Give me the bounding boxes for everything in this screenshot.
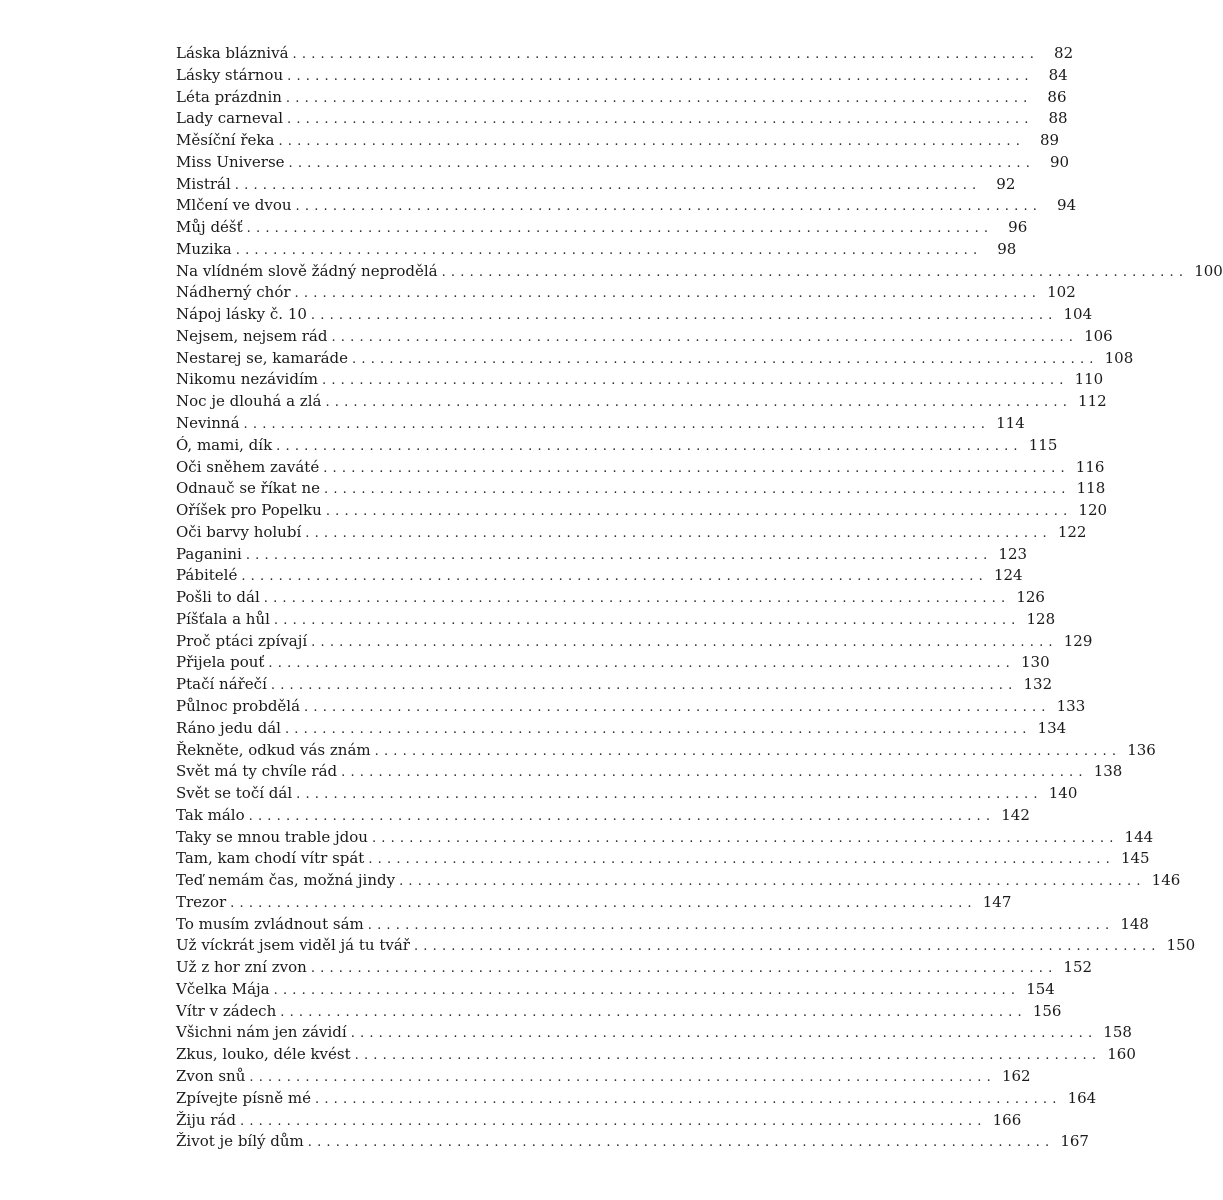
toc-entry (176, 652, 1050, 674)
dot-leader: ................................................................................ (280, 1004, 1027, 1020)
toc-entry-title: Všichni nám jen závidí (176, 1023, 347, 1042)
toc-entry-page-number: 114 (996, 414, 1025, 433)
toc-entry-page-number: 118 (1076, 479, 1106, 498)
toc-entry-title: To musím zvládnout sám (176, 914, 364, 933)
toc-entry (176, 870, 1181, 892)
toc-entry-page-number: 115 (1028, 435, 1058, 454)
toc-entry (176, 979, 1055, 1001)
toc-entry-page-number: 84 (1048, 65, 1068, 84)
toc-entry (176, 500, 1108, 522)
dot-leader: ................................................................................ (234, 177, 982, 193)
toc-entry (176, 1110, 1022, 1132)
toc-entry-title: Přijela pouť (176, 653, 265, 672)
dot-leader: ................................................................................ (352, 351, 1099, 367)
toc-entry-page-number: 144 (1124, 827, 1154, 846)
toc-entry (176, 805, 1030, 827)
toc-entry-title: Zkus, louko, déle kvést (176, 1045, 351, 1064)
dot-leader: ................................................................................ (331, 329, 1079, 345)
toc-entry-page-number: 133 (1056, 696, 1086, 715)
toc-entry (176, 478, 1106, 500)
dot-leader: ................................................................................ (278, 134, 1026, 150)
toc-entry (176, 565, 1023, 587)
toc-entry-title: Oči barvy holubí (176, 522, 302, 541)
toc-entry (176, 152, 1070, 174)
toc-entry (176, 783, 1078, 805)
toc-entry-page-number: 145 (1120, 849, 1150, 868)
toc-entry (176, 217, 1028, 239)
dot-leader: ................................................................................ (276, 438, 1023, 454)
dot-leader: ................................................................................ (310, 961, 1058, 977)
dot-leader: ................................................................................ (374, 743, 1122, 759)
toc-entry-page-number: 147 (982, 892, 1012, 911)
dot-leader: ................................................................................ (270, 678, 1018, 694)
dot-leader: ................................................................................ (371, 830, 1119, 846)
toc-entry-title: Svět se točí dál (176, 784, 293, 803)
toc-entry (176, 65, 1068, 87)
toc-entry (176, 348, 1134, 370)
dot-leader: ................................................................................ (341, 765, 1088, 781)
toc-entry-page-number: 146 (1151, 871, 1181, 890)
dot-leader: ................................................................................ (315, 1091, 1062, 1107)
toc-entry-page-number: 82 (1054, 44, 1074, 62)
toc-entry-page-number: 140 (1048, 784, 1078, 803)
toc-entry-title: Můj déšť (176, 218, 243, 237)
dot-leader: ................................................................................ (268, 656, 1016, 672)
dot-leader: ................................................................................ (295, 199, 1043, 215)
toc-entry-title: Tam, kam chodí vítr spát (176, 849, 365, 868)
toc-entry-title: Včelka Mája (176, 979, 270, 998)
toc-entry-title: Už víckrát jsem viděl já tu tvář (176, 936, 410, 955)
toc-entry (176, 326, 1113, 348)
toc-entry (176, 914, 1149, 936)
toc-entry-title: Na vlídném slově žádný neprodělá (176, 261, 438, 280)
dot-leader: ................................................................................ (413, 939, 1161, 955)
toc-entry (176, 935, 1196, 957)
toc-entry (176, 369, 1104, 391)
toc-entry-title: Žiju rád (176, 1110, 237, 1129)
dot-leader: ................................................................................ (246, 221, 994, 237)
toc-entry-page-number: 96 (1008, 218, 1028, 237)
toc-entry-title: Měsíční řeka (176, 131, 275, 150)
dot-leader: ................................................................................ (325, 504, 1073, 520)
toc-entry-page-number: 106 (1084, 326, 1113, 345)
toc-entry (176, 130, 1060, 152)
toc-entry (176, 848, 1150, 870)
toc-entry-title: Nejsem, nejsem rád (176, 326, 328, 345)
toc-entry-page-number: 112 (1078, 392, 1107, 411)
toc-entry-page-number: 126 (1016, 588, 1045, 607)
dot-leader: ................................................................................ (245, 547, 993, 563)
toc-entry-page-number: 86 (1047, 87, 1067, 106)
dot-leader: ................................................................................ (323, 460, 1070, 476)
toc-entry-title: Lásky stárnou (176, 65, 284, 84)
toc-entry-title: Řekněte, odkud vás znám (176, 740, 371, 759)
toc-entry-title: Nádherný chór (176, 283, 291, 302)
toc-entry-page-number: 94 (1057, 196, 1077, 215)
toc-entry-title: Už z hor zní zvon (176, 958, 307, 977)
dot-leader: ................................................................................ (310, 308, 1058, 324)
toc-entry-title: Tak málo (176, 805, 245, 824)
toc-entry (176, 457, 1105, 479)
toc-entry-title: Nevinná (176, 414, 240, 433)
toc-entry-page-number: 123 (998, 544, 1028, 563)
toc-entry (176, 892, 1012, 914)
dot-leader: ................................................................................ (324, 482, 1071, 498)
toc-entry-title: Půlnoc probdělá (176, 696, 301, 715)
toc-entry-title: Vítr v zádech (176, 1001, 277, 1020)
toc-entry-page-number: 116 (1075, 457, 1105, 476)
toc-entry-page-number: 132 (1023, 675, 1053, 694)
toc-entry (176, 522, 1087, 544)
toc-entry (176, 1022, 1132, 1044)
toc-entry-title: Proč ptáci zpívají (176, 631, 308, 650)
dot-leader: ................................................................................ (354, 1048, 1102, 1064)
toc-entry-title: Odnauč se říkat ne (176, 479, 321, 498)
toc-entry-page-number: 122 (1057, 522, 1087, 541)
dot-leader: ................................................................................ (305, 525, 1052, 541)
toc-entry (176, 718, 1067, 740)
toc-entry-page-number: 134 (1037, 718, 1067, 737)
toc-entry (176, 435, 1058, 457)
toc-entry (176, 696, 1086, 718)
dot-leader: ................................................................................ (296, 787, 1043, 803)
toc-entry-title: Oříšek pro Popelku (176, 501, 322, 520)
toc-entry (176, 827, 1154, 849)
toc-entry (176, 43, 1074, 65)
dot-leader: ................................................................................ (288, 155, 1036, 171)
toc-entry-title: Nestarej se, kamaráde (176, 348, 349, 367)
dot-leader: ................................................................................ (367, 917, 1115, 933)
dot-leader: ................................................................................ (240, 1113, 987, 1129)
toc-entry (176, 261, 1223, 283)
dot-leader: ................................................................................ (287, 112, 1034, 128)
dot-leader: ................................................................................ (249, 1069, 996, 1085)
toc-entry-page-number: 90 (1050, 152, 1070, 171)
toc-entry-page-number: 100 (1194, 261, 1223, 280)
dot-leader: ................................................................................ (230, 895, 977, 911)
toc-entry-title: Ptačí nářečí (176, 675, 267, 694)
toc-entry-page-number: 120 (1078, 501, 1108, 520)
dot-leader: ................................................................................ (273, 612, 1021, 628)
toc-entry (176, 413, 1025, 435)
toc-entry-title: Paganini (176, 544, 242, 563)
toc-entry (176, 740, 1156, 762)
toc-entry-title: Píšťala a hůl (176, 609, 270, 628)
toc-entry (176, 195, 1077, 217)
toc-entry-page-number: 102 (1047, 283, 1076, 302)
toc-entry (176, 587, 1045, 609)
toc-entry-title: Taky se mnou trable jdou (176, 827, 368, 846)
toc-entry-page-number: 108 (1104, 348, 1134, 367)
dot-leader: ................................................................................ (311, 634, 1058, 650)
toc-entry-page-number: 162 (1001, 1066, 1031, 1085)
toc-entry-title: Svět má ty chvíle rád (176, 762, 338, 781)
toc-entry-title: Miss Universe (176, 152, 285, 171)
toc-entry-title: Trezor (176, 892, 227, 911)
dot-leader: ................................................................................ (292, 47, 1040, 62)
dot-leader: ................................................................................ (248, 808, 996, 824)
toc-entry (176, 1044, 1136, 1066)
toc-entry (176, 174, 1016, 196)
toc-entry-page-number: 160 (1107, 1045, 1136, 1064)
toc-entry-page-number: 136 (1127, 740, 1156, 759)
toc-entry-title: Teď nemám čas, možná jindy (176, 871, 396, 890)
toc-entry-page-number: 154 (1026, 979, 1055, 998)
toc-entry-page-number: 129 (1063, 631, 1093, 650)
toc-entry-page-number: 130 (1021, 653, 1050, 672)
toc-entry-page-number: 152 (1063, 958, 1093, 977)
toc-entry-page-number: 166 (992, 1110, 1022, 1129)
toc-entry-title: Zpívejte písně mé (176, 1088, 311, 1107)
toc-entry-page-number: 128 (1026, 609, 1056, 628)
toc-entry-title: Pošli to dál (176, 588, 260, 607)
toc-entry-title: Noc je dlouhá a zlá (176, 392, 322, 411)
toc-entry-title: Pábitelé (176, 566, 238, 585)
toc-entry-title: Nápoj lásky č. 10 (176, 305, 307, 324)
toc-entry-page-number: 104 (1063, 305, 1093, 324)
toc-entry (176, 631, 1093, 653)
toc-entry-title: Mlčení ve dvou (176, 196, 292, 215)
toc-entry-page-number: 110 (1074, 370, 1104, 389)
dot-leader: ................................................................................ (368, 852, 1115, 868)
toc-entry-title: Ráno jedu dál (176, 718, 281, 737)
dot-leader: ................................................................................ (321, 373, 1069, 389)
toc-entry (176, 108, 1068, 130)
toc-entry-title: Nikomu nezávidím (176, 370, 318, 389)
dot-leader: ................................................................................ (399, 874, 1146, 890)
dot-leader: ................................................................................ (273, 982, 1021, 998)
toc-entry (176, 1088, 1097, 1110)
toc-entry-title: Oči sněhem zaváté (176, 457, 320, 476)
toc-entry (176, 304, 1093, 326)
toc-entry-page-number: 138 (1093, 762, 1123, 781)
dot-leader: ................................................................................ (304, 699, 1051, 715)
toc-entry-title: Léta prázdnin (176, 87, 282, 106)
dot-leader: ................................................................................ (284, 721, 1032, 737)
toc-entry-page-number: 92 (996, 174, 1016, 193)
table-of-contents (176, 43, 1223, 1153)
toc-entry-page-number: 164 (1067, 1088, 1097, 1107)
toc-entry (176, 87, 1067, 109)
dot-leader: ................................................................................ (441, 264, 1189, 280)
dot-leader: ................................................................................ (294, 286, 1042, 302)
toc-entry (176, 391, 1107, 413)
toc-entry (176, 1066, 1031, 1088)
toc-entry (176, 1001, 1062, 1023)
toc-entry (176, 957, 1093, 979)
dot-leader: ................................................................................ (307, 1135, 1055, 1151)
toc-entry (176, 609, 1056, 631)
toc-entry-title: Lady carneval (176, 109, 284, 128)
dot-leader: ................................................................................ (243, 417, 991, 433)
toc-entry-title: Láska bláznivá (176, 44, 289, 62)
toc-entry-title: Muzika (176, 239, 232, 258)
toc-entry-page-number: 142 (1001, 805, 1030, 824)
toc-entry (176, 239, 1017, 261)
toc-entry-title: Život je bílý dům (176, 1132, 304, 1151)
toc-entry-page-number: 150 (1166, 936, 1196, 955)
dot-leader: ................................................................................ (285, 90, 1033, 106)
toc-entry-page-number: 156 (1032, 1001, 1062, 1020)
dot-leader: ................................................................................ (263, 591, 1011, 607)
toc-entry (176, 1131, 1089, 1153)
toc-entry-title: Ó, mami, dík (176, 435, 273, 454)
toc-entry-page-number: 98 (997, 239, 1017, 258)
toc-entry-title: Zvon snů (176, 1066, 246, 1085)
dot-leader: ................................................................................ (241, 569, 988, 585)
toc-entry-page-number: 158 (1103, 1023, 1132, 1042)
toc-entry (176, 544, 1028, 566)
toc-entry (176, 761, 1123, 783)
toc-entry-page-number: 88 (1048, 109, 1068, 128)
dot-leader: ................................................................................ (325, 395, 1073, 411)
toc-entry-page-number: 167 (1060, 1132, 1089, 1151)
toc-entry (176, 282, 1076, 304)
toc-entry-page-number: 124 (993, 566, 1023, 585)
toc-entry (176, 674, 1053, 696)
dot-leader: ................................................................................ (287, 68, 1034, 84)
dot-leader: ................................................................................ (350, 1026, 1098, 1042)
toc-entry-title: Mistrál (176, 174, 231, 193)
toc-entry-page-number: 148 (1120, 914, 1149, 933)
toc-entry-page-number: 89 (1039, 131, 1060, 150)
dot-leader: ................................................................................ (235, 242, 983, 258)
